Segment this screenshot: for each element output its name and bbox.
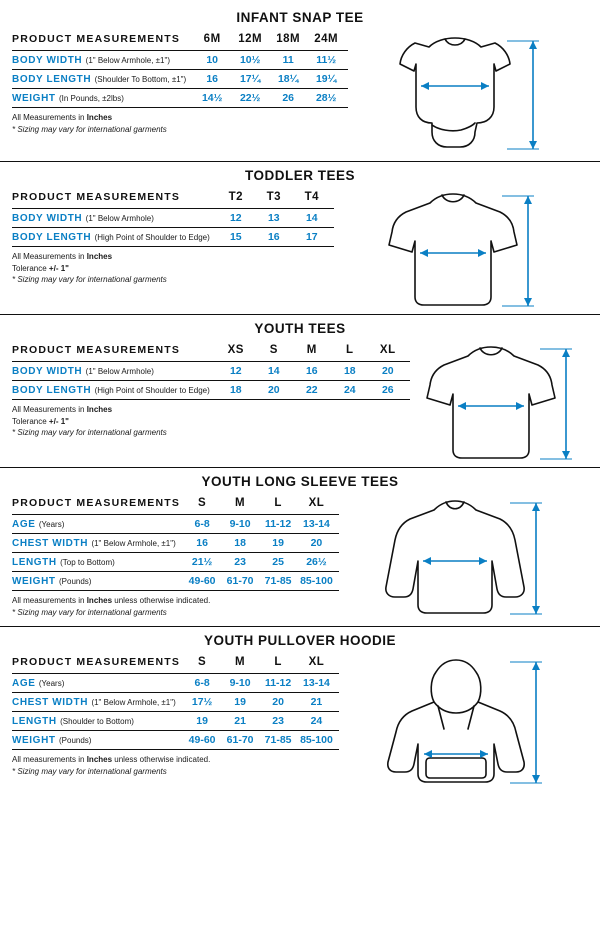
cell-youth-long-sleeve-tees-1-0: 16 [196, 537, 208, 549]
footnotes-youth-pullover-hoodie [12, 750, 339, 785]
row-label-text: LENGTH [12, 556, 57, 568]
section-youth-pullover-hoodie [0, 626, 600, 789]
measurements-header-toddler-tees: PRODUCT MEASUREMENTS [12, 191, 181, 203]
footnotes-youth-tees [12, 400, 410, 447]
footnote-toddler-tees-1: Tolerance +/- 1" [12, 263, 69, 273]
footnote-youth-long-sleeve-tees-0: All measurements in Inches unless otherwise indicated. [12, 596, 211, 605]
row-label-note: (Years) [38, 678, 65, 688]
cell-toddler-tees-1-2: 17 [305, 231, 318, 243]
row-label-infant-snap-tee-0 [12, 51, 196, 70]
table-row [12, 712, 339, 731]
column-header-toddler-tees-0: T2 [228, 191, 243, 203]
row-label-infant-snap-tee-1 [12, 70, 196, 89]
cell-youth-pullover-hoodie-3-3: 85-100 [300, 734, 333, 747]
cell-youth-long-sleeve-tees-3-3: 85-100 [300, 575, 333, 587]
figure-wrap-youth-long-sleeve-tees [339, 495, 588, 625]
column-header-infant-snap-tee-0: 6M [203, 33, 221, 45]
table-wrap-infant-snap-tee [12, 31, 348, 143]
cell-youth-tees-1-3: 24 [343, 384, 356, 396]
row-label-text: AGE [12, 518, 36, 530]
length-arrow [510, 662, 542, 783]
section-body-youth-tees [0, 342, 600, 467]
row-label-note: (Pounds) [59, 735, 92, 745]
cell-youth-long-sleeve-tees-3-0: 49-60 [188, 575, 216, 587]
section-title-infant-snap-tee: INFANT SNAP TEE [236, 10, 364, 25]
table-wrap-youth-pullover-hoodie [12, 654, 339, 785]
section-title-youth-long-sleeve-tees: YOUTH LONG SLEEVE TEES [0, 467, 600, 495]
cell-youth-tees-0-2: 16 [305, 365, 318, 377]
section-body-toddler-tees [0, 189, 600, 314]
cell-toddler-tees-0-0: 12 [229, 212, 242, 224]
cell-infant-snap-tee-2-2: 26 [282, 92, 295, 104]
figure-pullover-hoodie [378, 654, 548, 789]
column-header-youth-tees-1: S [269, 344, 278, 356]
length-arrow [502, 196, 534, 306]
length-arrow [540, 349, 572, 459]
cell-youth-pullover-hoodie-3-0: 49-60 [188, 734, 216, 747]
row-label-text: CHEST WIDTH [12, 696, 89, 708]
row-label-text: BODY WIDTH [12, 365, 83, 377]
figure-tee [414, 342, 584, 467]
section-youth-tees [0, 314, 600, 467]
cell-youth-tees-1-0: 18 [229, 384, 242, 396]
size-table-youth-long-sleeve-tees [12, 495, 339, 591]
size-table-infant-snap-tee [12, 31, 348, 108]
cell-youth-pullover-hoodie-1-0: 17½ [191, 696, 213, 709]
cell-infant-snap-tee-1-2: 18¼ [277, 73, 299, 85]
cell-infant-snap-tee-1-3: 19¼ [315, 73, 337, 85]
row-label-youth-pullover-hoodie-0 [12, 674, 186, 693]
table-wrap-youth-tees [12, 342, 410, 447]
table-header-row [12, 654, 339, 674]
footnotes-toddler-tees [12, 247, 334, 294]
row-label-note: (1" Below Armhole, ±1") [91, 697, 176, 707]
row-label-text: BODY WIDTH [12, 54, 83, 66]
row-label-toddler-tees-0 [12, 209, 220, 228]
section-body-youth-long-sleeve-tees [0, 495, 600, 626]
cell-youth-tees-0-4: 20 [381, 365, 394, 377]
cell-youth-tees-1-1: 20 [267, 384, 280, 396]
row-label-youth-long-sleeve-tees-1 [12, 534, 186, 553]
cell-infant-snap-tee-0-1: 10½ [239, 54, 261, 66]
row-label-text: BODY LENGTH [12, 384, 92, 396]
cell-youth-long-sleeve-tees-1-3: 20 [310, 537, 323, 549]
figure-wrap-youth-tees [410, 342, 588, 467]
column-header-toddler-tees-2: T4 [304, 191, 319, 203]
cell-youth-long-sleeve-tees-0-1: 9-10 [229, 518, 251, 530]
column-header-youth-long-sleeve-tees-2: L [274, 497, 282, 509]
figure-wrap-youth-pullover-hoodie [339, 654, 588, 789]
footnote-youth-tees-0: All Measurements in Inches [12, 405, 113, 414]
row-label-text: WEIGHT [12, 734, 56, 746]
section-body-youth-pullover-hoodie [0, 654, 600, 789]
table-header-row [12, 342, 410, 362]
row-label-text: BODY WIDTH [12, 212, 83, 224]
table-row [12, 731, 339, 750]
table-row [12, 381, 410, 400]
table-wrap-toddler-tees [12, 189, 334, 294]
size-table-youth-tees [12, 342, 410, 400]
table-row [12, 693, 339, 712]
table-header-row [12, 495, 339, 515]
table-row [12, 209, 334, 228]
cell-toddler-tees-0-2: 14 [305, 212, 318, 224]
table-row [12, 228, 334, 247]
column-header-youth-tees-3: L [346, 344, 354, 356]
cell-youth-pullover-hoodie-1-1: 19 [234, 696, 246, 709]
section-youth-long-sleeve-tees [0, 467, 600, 626]
width-arrow [420, 249, 486, 257]
cell-youth-pullover-hoodie-2-0: 19 [196, 715, 208, 728]
cell-youth-pullover-hoodie-0-2: 11-12 [264, 677, 292, 690]
row-label-youth-tees-0 [12, 362, 220, 381]
cell-youth-long-sleeve-tees-3-2: 71-85 [264, 575, 292, 587]
footnote-youth-tees-1: Tolerance +/- 1" [12, 416, 69, 426]
row-label-youth-pullover-hoodie-1 [12, 693, 186, 712]
row-label-note: (Pounds) [59, 576, 92, 586]
footnote-infant-snap-tee-1: * Sizing may vary for international garments [12, 124, 167, 134]
cell-youth-tees-1-4: 26 [381, 384, 394, 396]
row-label-youth-long-sleeve-tees-2 [12, 553, 186, 572]
width-arrow [424, 750, 488, 758]
row-label-youth-pullover-hoodie-2 [12, 712, 186, 731]
cell-youth-long-sleeve-tees-2-2: 25 [272, 556, 284, 568]
row-label-note: (1" Below Armhole) [85, 213, 154, 223]
row-label-note: (High Point of Shoulder to Edge) [94, 232, 210, 242]
row-label-text: CHEST WIDTH [12, 537, 89, 549]
footnote-youth-pullover-hoodie-0: All measurements in Inches unless otherwise indicated. [12, 755, 211, 765]
footnote-youth-long-sleeve-tees-1: * Sizing may vary for international garments [12, 607, 167, 617]
row-label-text: WEIGHT [12, 575, 56, 587]
length-arrow [507, 41, 539, 149]
cell-youth-long-sleeve-tees-1-1: 18 [234, 537, 246, 549]
footnote-youth-pullover-hoodie-1: * Sizing may vary for international garments [12, 766, 167, 776]
cell-infant-snap-tee-0-2: 11 [282, 54, 294, 66]
row-label-note: (Top to Bottom) [60, 557, 115, 567]
cell-infant-snap-tee-2-3: 28½ [315, 92, 337, 104]
cell-youth-long-sleeve-tees-1-2: 19 [272, 537, 284, 549]
measurements-header-infant-snap-tee: PRODUCT MEASUREMENTS [12, 33, 181, 45]
table-row [12, 553, 339, 572]
row-label-note: (1" Below Armhole, ±1") [91, 538, 176, 548]
footnotes-youth-long-sleeve-tees [12, 591, 339, 626]
section-title-youth-tees: YOUTH TEES [0, 314, 600, 342]
cell-youth-long-sleeve-tees-0-3: 13-14 [303, 518, 330, 530]
cell-youth-long-sleeve-tees-0-2: 11-12 [264, 518, 292, 530]
table-row [12, 515, 339, 534]
row-label-text: LENGTH [12, 715, 57, 727]
size-table-youth-pullover-hoodie [12, 654, 339, 750]
footnote-toddler-tees-0: All Measurements in Inches [12, 252, 113, 261]
figure-tee [376, 189, 546, 314]
row-label-note: (1" Below Armhole) [85, 366, 154, 376]
size-table-toddler-tees [12, 189, 334, 247]
table-header-row [12, 31, 348, 51]
row-label-toddler-tees-1 [12, 228, 220, 247]
section-title-youth-pullover-hoodie: YOUTH PULLOVER HOODIE [0, 626, 600, 654]
row-label-note: (Years) [38, 519, 65, 529]
footnote-toddler-tees-2: * Sizing may vary for international garments [12, 275, 167, 285]
cell-youth-pullover-hoodie-2-3: 24 [310, 715, 323, 728]
cell-youth-long-sleeve-tees-2-1: 23 [234, 556, 246, 568]
table-wrap-youth-long-sleeve-tees [12, 495, 339, 626]
cell-youth-tees-1-2: 22 [305, 384, 318, 396]
column-header-youth-long-sleeve-tees-3: XL [308, 497, 325, 509]
table-row [12, 70, 348, 89]
row-label-note: (Shoulder To Bottom, ±1") [94, 74, 187, 84]
column-header-youth-tees-0: XS [227, 344, 244, 356]
column-header-toddler-tees-1: T3 [266, 191, 281, 203]
cell-infant-snap-tee-2-1: 22½ [239, 92, 261, 104]
section-title-toddler-tees: TODDLER TEES [0, 161, 600, 189]
cell-youth-pullover-hoodie-0-0: 6-8 [194, 677, 210, 690]
figure-wrap-toddler-tees [334, 189, 588, 314]
section-infant-snap-tee [0, 0, 600, 161]
measurements-header-youth-long-sleeve-tees: PRODUCT MEASUREMENTS [12, 497, 181, 509]
column-header-youth-tees-2: M [306, 344, 317, 356]
figure-long-sleeve-tee [378, 495, 548, 625]
cell-youth-pullover-hoodie-1-3: 21 [310, 696, 323, 709]
column-header-infant-snap-tee-2: 18M [276, 33, 301, 45]
column-header-youth-long-sleeve-tees-0: S [198, 497, 207, 509]
cell-youth-pullover-hoodie-2-2: 23 [272, 715, 284, 728]
footnotes-infant-snap-tee [12, 108, 348, 143]
row-label-youth-pullover-hoodie-3 [12, 731, 186, 750]
cell-youth-tees-0-1: 14 [267, 365, 280, 377]
cell-youth-long-sleeve-tees-0-0: 6-8 [194, 518, 210, 530]
row-label-youth-tees-1 [12, 381, 220, 400]
cell-youth-tees-0-0: 12 [229, 365, 242, 377]
cell-toddler-tees-1-0: 15 [229, 231, 242, 243]
column-header-youth-pullover-hoodie-0: S [198, 656, 207, 669]
cell-youth-pullover-hoodie-2-1: 21 [234, 715, 246, 728]
table-row [12, 674, 339, 693]
figure-infant-snap-tee [383, 31, 553, 161]
cell-youth-tees-0-3: 18 [343, 365, 356, 377]
row-label-note: (High Point of Shoulder to Edge) [94, 385, 210, 395]
cell-youth-pullover-hoodie-0-3: 13-14 [303, 677, 330, 690]
width-arrow [458, 402, 524, 410]
column-header-infant-snap-tee-3: 24M [314, 33, 339, 45]
cell-youth-pullover-hoodie-3-2: 71-85 [264, 734, 292, 747]
cell-infant-snap-tee-0-0: 10 [206, 54, 219, 66]
table-row [12, 534, 339, 553]
width-arrow [423, 557, 487, 565]
figure-wrap-infant-snap-tee [348, 31, 588, 161]
table-row [12, 51, 348, 70]
column-header-youth-pullover-hoodie-3: XL [308, 656, 325, 669]
table-header-row [12, 189, 334, 209]
row-label-text: BODY LENGTH [12, 73, 92, 85]
column-header-youth-tees-4: XL [379, 344, 396, 356]
row-label-note: (In Pounds, ±2lbs) [59, 93, 124, 103]
column-header-infant-snap-tee-1: 12M [238, 33, 263, 45]
cell-youth-long-sleeve-tees-3-1: 61-70 [226, 575, 254, 587]
row-label-note: (1" Below Armhole, ±1") [85, 55, 170, 65]
cell-youth-pullover-hoodie-1-2: 20 [272, 696, 284, 709]
cell-toddler-tees-0-1: 13 [267, 212, 280, 224]
row-label-text: BODY LENGTH [12, 231, 92, 243]
cell-infant-snap-tee-1-1: 17¼ [239, 73, 261, 85]
cell-infant-snap-tee-0-3: 11½ [316, 54, 337, 66]
row-label-text: AGE [12, 677, 36, 689]
section-body-infant-snap-tee [0, 31, 600, 161]
cell-toddler-tees-1-1: 16 [267, 231, 280, 243]
footnote-infant-snap-tee-0: All Measurements in Inches [12, 113, 113, 122]
row-label-infant-snap-tee-2 [12, 89, 196, 108]
cell-youth-pullover-hoodie-0-1: 9-10 [229, 677, 251, 690]
cell-youth-long-sleeve-tees-2-3: 26½ [306, 556, 327, 568]
section-toddler-tees [0, 161, 600, 314]
column-header-youth-pullover-hoodie-2: L [274, 656, 282, 669]
cell-youth-pullover-hoodie-3-1: 61-70 [226, 734, 254, 747]
cell-infant-snap-tee-1-0: 16 [206, 73, 219, 85]
measurements-header-youth-tees: PRODUCT MEASUREMENTS [12, 344, 181, 356]
column-header-youth-long-sleeve-tees-1: M [235, 497, 246, 509]
measurements-header-youth-pullover-hoodie: PRODUCT MEASUREMENTS [12, 656, 181, 669]
cell-youth-long-sleeve-tees-2-0: 21½ [191, 556, 213, 568]
row-label-text: WEIGHT [12, 92, 56, 104]
row-label-note: (Shoulder to Bottom) [60, 716, 134, 726]
table-row [12, 572, 339, 591]
width-arrow [421, 82, 489, 90]
row-label-youth-long-sleeve-tees-0 [12, 515, 186, 534]
row-label-youth-long-sleeve-tees-3 [12, 572, 186, 591]
cell-infant-snap-tee-2-0: 14½ [201, 92, 223, 104]
table-row [12, 89, 348, 108]
table-row [12, 362, 410, 381]
column-header-youth-pullover-hoodie-1: M [235, 656, 246, 669]
footnote-youth-tees-2: * Sizing may vary for international garments [12, 428, 167, 438]
